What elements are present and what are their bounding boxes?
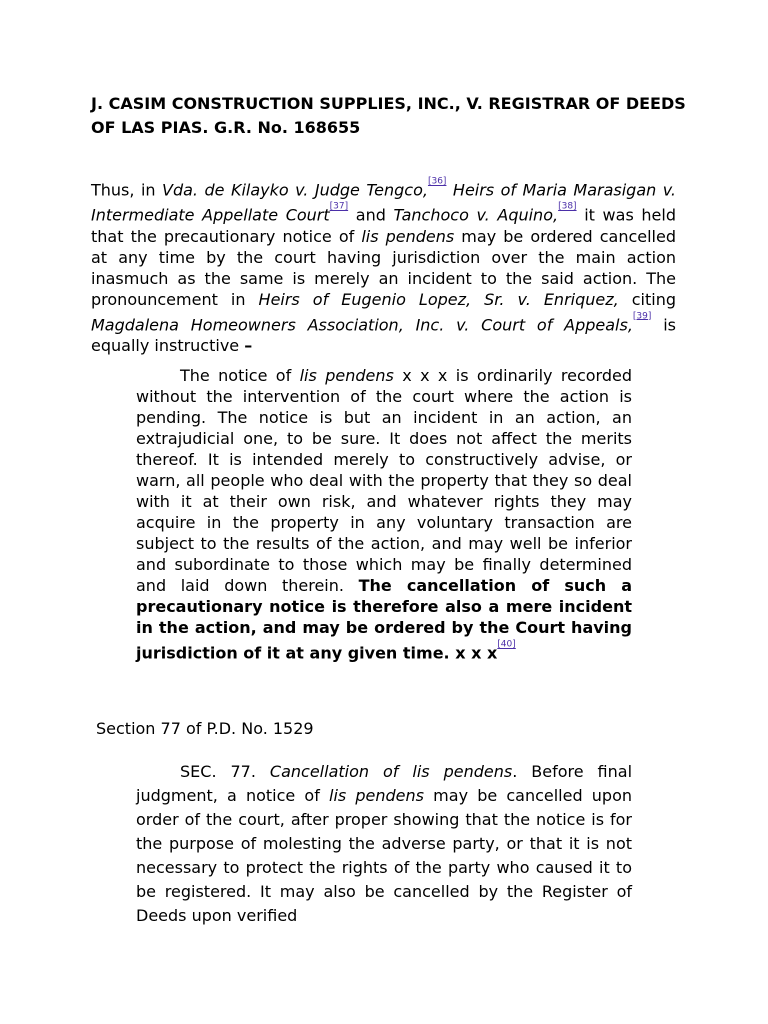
section-text-2: may be cancelled upon order of the court, after proper showing that the notice is for the purpose of molesting the adverse party, or that it is not necessary to protect the rights of the party who caused it to be registered. It may also be cancelled by the Register of Deeds upon verified [136,786,633,925]
quote-bold-text: The cancellation of such a precautionary notice is therefore also a mere incident in the action, and may be ordered by the Court having jurisdiction of it at any given time. x x x [136,576,633,663]
intro-text-1: Thus, in [91,180,163,200]
section-heading: Section 77 of P.D. No. 1529 [96,719,314,738]
case-citation-magdalena: Magdalena Homeowners Association, Inc. v. Court of Appeals, [91,314,633,334]
case-citation-kilayko: Vda. de Kilayko v. Judge Tengco, [162,180,428,200]
intro-text-2: and [348,205,394,225]
section-77-text [136,760,632,928]
case-title: J. CASIM CONSTRUCTION SUPPLIES, INC., V. REGISTRAR OF DEEDS OF LAS PIAS. G.R. No. 168655 [91,94,686,137]
block-quote [136,365,632,663]
case-citation-lopez: Heirs of Eugenio Lopez, Sr. v. Enriquez, [258,289,619,309]
footnote-link-37[interactable]: [37] [329,201,349,212]
footnote-link-39[interactable]: [39] [632,311,652,322]
intro-dash: – [244,335,253,355]
intro-text-6: is equally instructive [91,314,676,355]
footnote-link-38[interactable]: [38] [558,201,577,212]
intro-paragraph [91,175,676,356]
section-label: SEC. 77. [180,762,270,781]
section-term-lis-pendens: lis pendens [329,786,425,805]
quote-text-2: x x x is ordinarily recorded without the intervention of the court where the action is pending. The notice is but an incident in an action, an extrajudicial one, to be sure. It does not affect the merits thereof. It is intended merely to constructively advise, or warn, all people who deal with the property that they so deal with it at their own risk, and whatever rights they may acquire in the property in any voluntary transaction are subject to the results of the action, and may well be inferior and subordinate to those which may be finally determined and laid down therein. [136,366,632,595]
section-heading-italic: Cancellation of lis pendens [269,762,513,781]
intro-text-3: it was held that the precautionary notice of [91,205,676,246]
intro-text-4: may be ordered cancelled at any time by the court having jurisdiction over the main action inasmuch as the same is merely an incident to the said action. The pronouncement in [91,226,676,309]
footnote-link-36[interactable]: [36] [427,176,447,187]
term-lis-pendens: lis pendens [361,226,455,246]
quote-term-lis-pendens: lis pendens [299,366,394,385]
section-text-1: . Before final judgment, a notice of [136,762,633,805]
footnote-link-40[interactable]: [40] [497,639,516,650]
case-citation-tanchoco: Tanchoco v. Aquino, [393,205,559,225]
case-citation-marasigan: Heirs of Maria Marasigan v. Intermediate Appellate Court [91,180,677,225]
quote-text-1: The notice of [180,366,300,385]
intro-text-5: citing [618,289,677,309]
